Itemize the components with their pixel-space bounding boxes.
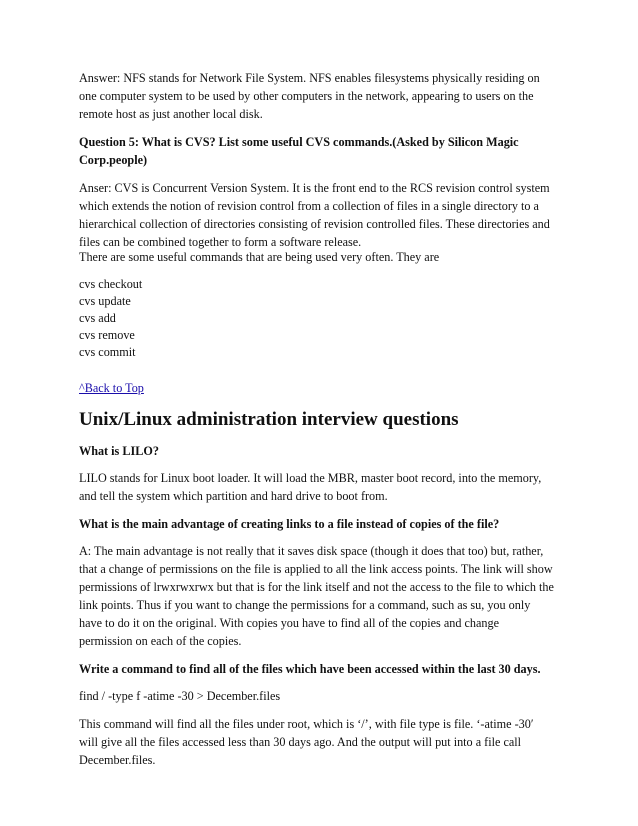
find-answer-line-3: December.files.	[79, 753, 156, 767]
cvs-command: cvs add	[79, 311, 116, 325]
find-answer-line-2: will give all the files accessed less than 30 days ago. And the output will put into a file call	[79, 735, 522, 749]
q5-answer-line-2: which extends the notion of revision control from a collection of files in a single directory to a	[79, 199, 539, 213]
cvs-command: cvs checkout	[79, 277, 143, 291]
q5-answer-line-1: Anser: CVS is Concurrent Version System. It is the front end to the RCS revision control system	[79, 181, 550, 195]
question-5-line-1: Question 5: What is CVS? List some useful CVS commands.(Asked by Silicon Magic	[79, 135, 519, 149]
links-answer-line-6: permission on each of the copies.	[79, 634, 242, 648]
links-answer-line-2: that a change of permissions on the file is applied to all the link access points. The link will show	[79, 562, 553, 576]
question-links: What is the main advantage of creating links to a file instead of copies of the file?	[79, 517, 500, 531]
cvs-command: cvs remove	[79, 328, 135, 342]
q5-answer-line-3: hierarchical collection of directories consisting of revision controlled files. These directories and	[79, 217, 550, 231]
find-answer-line-1: This command will find all the files under root, which is ‘/’, with file type is file. ‘-atime -30′	[79, 717, 534, 731]
links-answer-line-1: A: The main advantage is not really that it saves disk space (though it does that too) but, rather,	[79, 544, 544, 558]
lilo-answer-line-1: LILO stands for Linux boot loader. It will load the MBR, master boot record, into the memory,	[79, 471, 542, 485]
back-to-top-link[interactable]: ^Back to Top	[79, 381, 144, 395]
cvs-command: cvs commit	[79, 345, 136, 359]
question-lilo: What is LILO?	[79, 444, 159, 458]
section-heading: Unix/Linux administration interview questions	[79, 409, 459, 430]
links-answer-line-4: link points. Thus if you want to change the permissions for a command, such as su, you only	[79, 598, 531, 612]
lilo-answer-line-2: and tell the system which partition and hard drive to boot from.	[79, 489, 388, 503]
question-5-line-2: Corp.people)	[79, 153, 148, 167]
nfs-answer-line-2: one computer system to be used by other computers in the network, appearing to users on the	[79, 89, 534, 103]
links-answer-line-3: permissions of lrwxrwxrwx but that is for the link itself and not the access to the file to which the	[79, 580, 554, 594]
q5-answer-line-5: There are some useful commands that are being used very often. They are	[79, 250, 440, 264]
question-find: Write a command to find all of the files which have been accessed within the last 30 days.	[79, 662, 541, 676]
cvs-command: cvs update	[79, 294, 131, 308]
nfs-answer-line-1: Answer: NFS stands for Network File System. NFS enables filesystems physically residing on	[79, 71, 540, 85]
find-command: find / -type f -atime -30 > December.files	[79, 689, 281, 703]
links-answer-line-5: have to do it on the original. With copies you have to find all of the copies and change	[79, 616, 499, 630]
nfs-answer-line-3: remote host as just another local disk.	[79, 107, 263, 121]
q5-answer-line-4: files can be combined together to form a software release.	[79, 235, 362, 249]
